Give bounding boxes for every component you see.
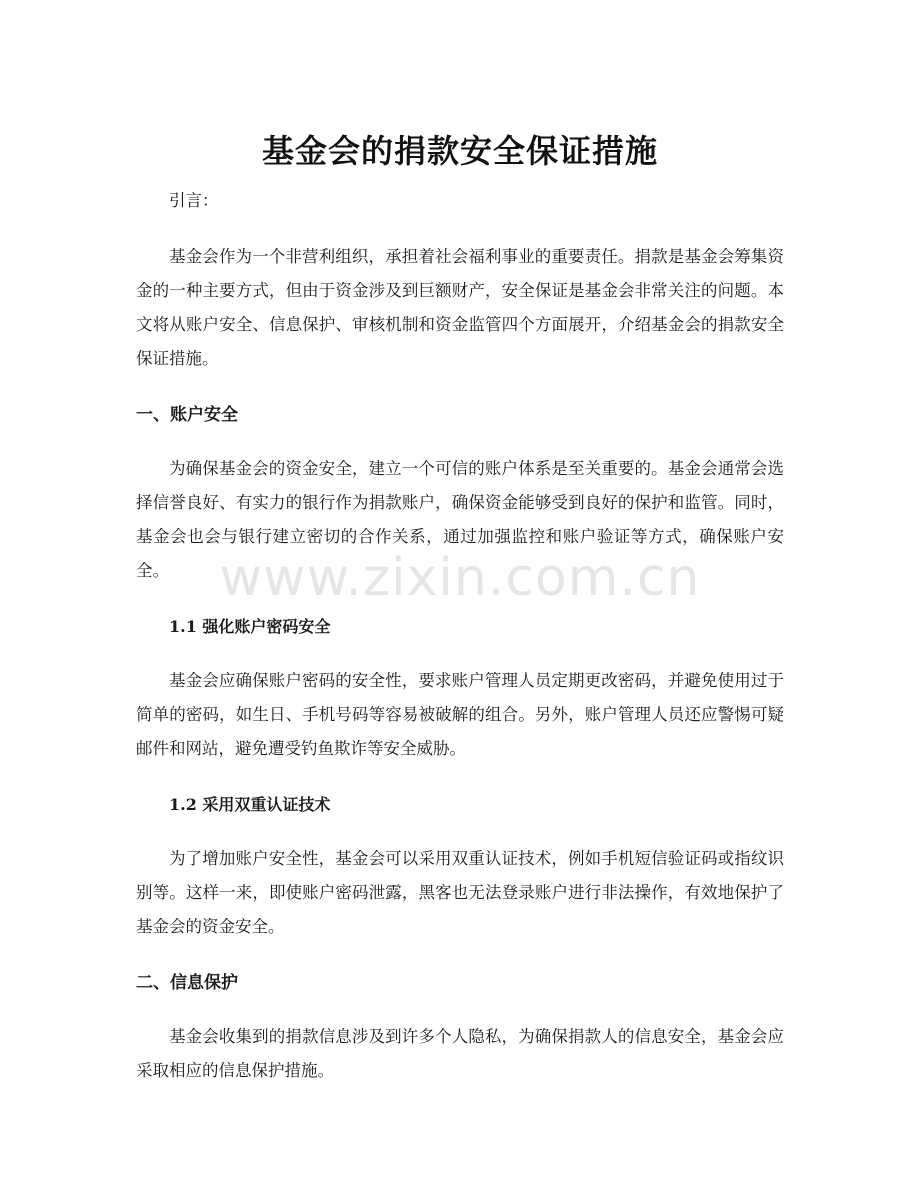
intro-label: 引言： bbox=[169, 191, 219, 210]
paragraph-two-factor-auth: 为了增加账户安全性，基金会可以采用双重认证技术，例如手机短信验证码或指纹识别等。这样一来，即使账户密码泄露，黑客也无法登录账户进行非法操作，有效地保护了基金会的资金安全。 bbox=[136, 849, 784, 936]
section-heading-info-protection: 二、信息保护 bbox=[136, 973, 238, 993]
document-title: 基金会的捐款安全保证措施 bbox=[261, 132, 658, 171]
document-body bbox=[136, 184, 784, 1088]
intro-paragraph: 基金会作为一个非营利组织，承担着社会福利事业的重要责任。捐款是基金会筹集资金的一种主要方式，但由于资金涉及到巨额财产，安全保证是基金会非常关注的问题。本文将从账户安全、信息保护、审核机制和资金监管四个方面展开，介绍基金会的捐款安全保证措施。 bbox=[136, 247, 784, 368]
subheading-two-factor-auth: 1.2 采用双重认证技术 bbox=[169, 795, 331, 814]
subheading-password-security: 1.1 强化账户密码安全 bbox=[169, 617, 331, 636]
section-heading-account-security: 一、账户安全 bbox=[136, 405, 238, 425]
paragraph-password-security: 基金会应确保账户密码的安全性，要求账户管理人员定期更改密码，并避免使用过于简单的密码，如生日、手机号码等容易被破解的组合。另外，账户管理人员还应警惕可疑邮件和网站，避免遭受钓鱼欺诈等安全威胁。 bbox=[136, 671, 784, 758]
watermark: www.zixin.com.cn bbox=[219, 548, 701, 608]
section-paragraph-account-security: 为确保基金会的资金安全，建立一个可信的账户体系是至关重要的。基金会通常会选择信誉良好、有实力的银行作为捐款账户，确保资金能够受到良好的保护和监管。同时，基金会也会与银行建立密切的合作关系，通过加强监控和账户验证等方式，确保账户安全。 bbox=[136, 459, 784, 580]
section-paragraph-info-protection: 基金会收集到的捐款信息涉及到许多个人隐私，为确保捐款人的信息安全，基金会应采取相应的信息保护措施。 bbox=[136, 1027, 784, 1080]
